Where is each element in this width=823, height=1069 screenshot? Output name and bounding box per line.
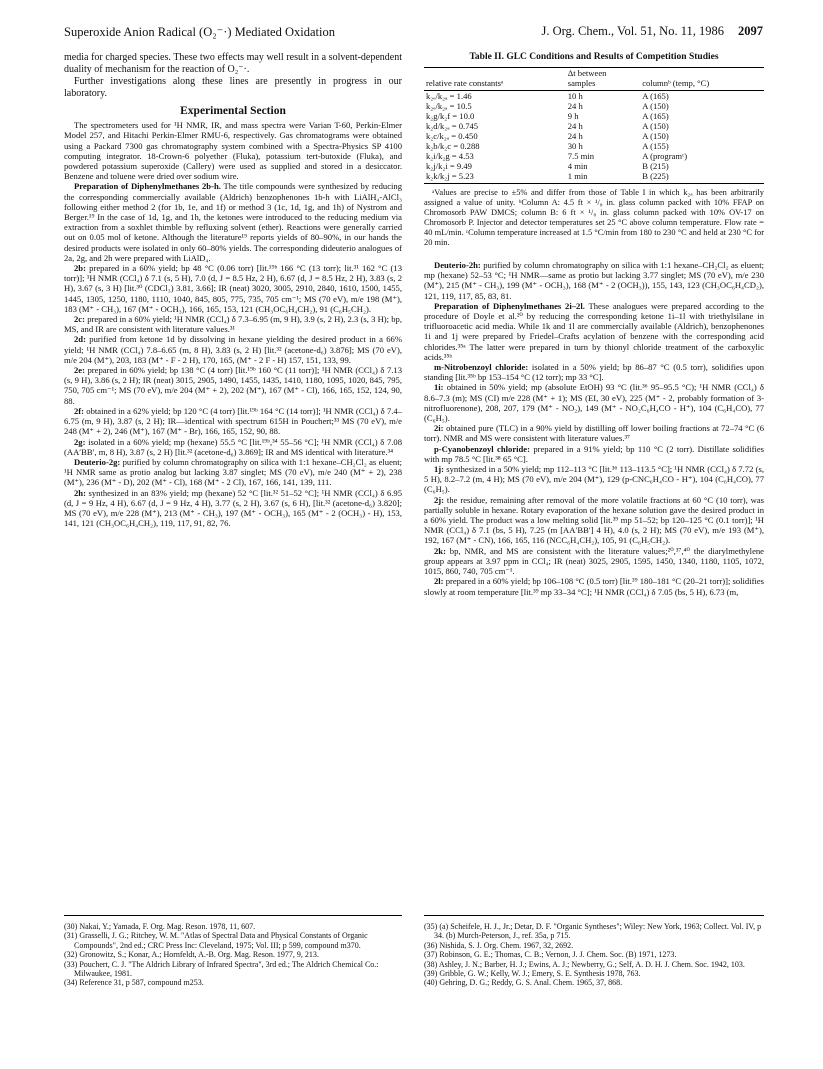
table-cell: A (165) — [642, 91, 669, 101]
entry-text: isolated in a 60% yield; mp (hexane) 55.5 °C [lit.¹⁹ᵇ,³⁴ 55–56 °C]; ¹H NMR (CCl₄) δ 7.08 (AA′BB′, m, 8 H), 3.87 (s, 2 H) [lit.³² (acetone-d₆) 3.869]; IR and MS identical with literature.³⁴ — [64, 436, 402, 457]
entry-label: 2i: — [434, 423, 444, 434]
reference-item: (39) Gribble, G. W.; Kelly, W. J.; Emery, S. E. Synthesis 1978, 763. — [424, 969, 641, 979]
table-cell: k₂ₑ/k₂ₐ = 1.46 — [426, 91, 472, 101]
compound-entry — [424, 464, 764, 495]
references-right — [424, 915, 764, 988]
table-cell: k₂ₑ/k₂ₐ = 10.5 — [426, 101, 472, 111]
entry-text: the residue, remaining after removal of the more volatile fractions at 60 °C (10 torr), was partially soluble in hexane. Rotary evaporation of the hexane solution gave the desired product in a 60% yield. The product was a low melting solid [lit.³⁹ mp 51–52; bp 120–125 °C (0.1 torr)]; ¹H NMR (CCl₄) δ 7.1 (bs, 5 H), 7.25 (m [AA′BB′] 4 H), 4.0 (s, 2 H); MS (70 eV), m/e 193 (M⁺), 192, 167 (M⁺ - CN), 166, 165, 116 (NCC₆H₄CH₂), 105, 91 (C₆H₅CH₂). — [424, 494, 764, 546]
compound-entry — [64, 406, 402, 437]
entry-label: 1j: — [434, 464, 445, 475]
entry-text: prepared in 60% yield; bp 138 °C (4 torr) [lit.¹⁹ᵇ 160 °C (11 torr)]; ¹H NMR (CCl₄) δ 7.13 (s, 9 H), 3.86 (s, 2 H); IR (neat) 3015, 2905, 1490, 1455, 1435, 1410, 1180, 1095, 1020, 845, 795, 750, 705 cm⁻¹; MS (70 eV), m/e 204 (M⁺ + 2), 202 (M⁺), 167 (M⁺ - Cl), 166, 165, 152, 124, 90, 88. — [64, 365, 402, 406]
entry-label: 1i: — [434, 382, 444, 393]
entry-label: Deuterio-2g: — [74, 456, 121, 467]
entry-text: obtained in a 62% yield; bp 120 °C (4 torr) [lit.¹⁹ᵇ 164 °C (14 torr)]; ¹H NMR (CCl₄) δ 7.4–6.75 (m, 9 H), 3.87 (s, 2 H); IR—identical with spectrum 615H in Pouchert;³³ MS (70 eV), m/e 248 (M⁺ + 2), 246 (M⁺), 167 (M⁺ - Br), 166, 165, 152, 90, 88. — [64, 405, 402, 437]
table-cell: A (programᶜ) — [642, 151, 688, 161]
compound-entry — [64, 437, 402, 457]
entry-label: 2h: — [74, 487, 86, 498]
entry-text: synthesized in an 83% yield; mp (hexane) 52 °C [lit.³² 51–52 °C]; ¹H NMR (CCl₄) δ 6.95 (d, J = 9 Hz, 4 H), 6.67 (d, J = 9 Hz, 4 H), 3.77 (s, 2 H), 3.67 (s, 6 H), [lit.³² (acetone-d₆) 3.820]; MS (70 eV), m/e 228 (M⁺), 213 (M⁺ - CH₃), 197 (M⁺ - OCH₃), 165 (M⁺ - 2 (OCH₃) - H), 153, 141, 121 (CH₃OC₆H₄CH₂), 119, 117, 91, 82, 76. — [64, 487, 402, 529]
table-cell: 7.5 min — [567, 151, 595, 161]
entry-text: prepared in a 60% yield; bp 48 °C (0.06 torr) [lit.¹⁹ᵇ 166 °C (13 torr); lit.³¹ 162 °C (13 torr)]; ¹H NMR (CCl₄) δ 7.1 (s, 5 H), 7.0 (d, J = 8.5 Hz, 2 H), 6.67 (d, J = 8.5 Hz, 2 H), 3.83 (s, 2 H), 3.67 (s, 3 H) [lit.³⁰ (CDCl₃) 3.81, 3.66]; IR (neat) 3020, 3005, 2910, 2840, 1610, 1500, 1455, 1445, 1305, 1250, 1180, 1110, 1040, 845, 805, 775, 735, 705 cm⁻¹; MS (70 eV), m/e 198 (M⁺), 183 (M⁺ - CH₃), 167 (M⁺ - OCH₃), 166, 165, 153, 121 (CH₃OC₆H₄CH₂), 91 (C₆H₅CH₂). — [64, 263, 402, 314]
compound-entry — [64, 488, 402, 529]
reference-item: (34) Reference 31, p 587, compound m253. — [64, 978, 204, 988]
table-cell: 24 h — [567, 121, 583, 131]
compound-entries-right — [424, 260, 764, 597]
table-row — [424, 141, 764, 151]
table-cell: k₂d/k₂ₐ = 0.745 — [426, 121, 479, 131]
table-cell: k₂i/k₂g = 4.53 — [426, 151, 474, 161]
compound-entry — [424, 301, 764, 362]
entry-label: 2j: — [434, 494, 445, 505]
reference-item: (36) Nishida, S. J. Org. Chem. 1967, 32, 2692. — [424, 940, 574, 950]
compound-entry — [64, 263, 402, 314]
table-cell: k₂b/k₂c = 0.288 — [426, 141, 480, 151]
reference-item: (32) Gronowitz, S.; Konar, A.; Hornfeldt, A.-B. Org. Mag. Reson. 1977, 9, 213. — [64, 950, 319, 960]
lead-paragraph-2: Further investigations along these lines are presently in progress in our laboratory. — [64, 76, 402, 99]
compound-entry — [424, 444, 764, 464]
reference-item: (31) Grasselli, J. G.; Ritchey, W. M. "Atlas of Spectral Data and Physical Constants of Organic Compounds", 2nd ed.; CRC Press Inc: Cleveland, 1975; Vol. III; p 599, compound m370. — [64, 931, 368, 950]
entry-label: p-Cyanobenzoyl chloride: — [434, 443, 530, 454]
reference-item: (35) (a) Scheifele, H. J., Jr.; Detar, D. F. "Organic Syntheses"; Wiley: New York, 1963; Collect. Vol. IV, p 34. (b) Murch-Peterson, J., ref. 35a, p 715. — [424, 922, 762, 941]
table-cell: 24 h — [567, 101, 583, 111]
reference-item: (30) Nakai, Y.; Yamada, F. Org. Mag. Reson. 1978, 11, 607. — [64, 922, 256, 931]
entry-label: 2b: — [74, 263, 86, 274]
table-header-rate: relative rate constantsᵃ — [424, 78, 566, 91]
table-cell: A (165) — [642, 111, 669, 121]
entry-text: bp, NMR, and MS are consistent with the literature values;²⁰,³⁷,⁴⁰ the diarylmethylene group appears at 3.97 ppm in CCl₄; IR (neat) 3025, 2905, 1595, 1450, 1340, 1180, 1105, 1072, 1015, 860, 740, 705 cm⁻¹. — [424, 545, 764, 577]
entry-label: Preparation of Diphenylmethanes 2i–2l. — [434, 300, 585, 311]
table-title: Table II. GLC Conditions and Results of Competition Studies — [469, 52, 719, 62]
table-cell: A (150) — [642, 101, 669, 111]
entry-text: prepared in a 60% yield; bp 106–108 °C (0.5 torr) [lit.³⁹ 180–181 °C (20–21 torr)]; solidifies slowly at room temperature [lit.³⁹ mp 33–34 °C]; ¹H NMR (CCl₄) δ 7.05 (bs, 5 H), 6.73 (m, — [424, 576, 764, 597]
table-cell: B (215) — [642, 161, 669, 171]
table-body — [424, 91, 764, 184]
table-cell: 10 h — [567, 91, 583, 101]
entry-label: 2k: — [434, 545, 446, 556]
table-cell: 30 h — [567, 141, 583, 151]
journal-name: J. Org. Chem., Vol. 51, No. 11, 1986 — [541, 24, 724, 38]
table-row — [424, 91, 764, 102]
entry-text: purified from ketone 1d by dissolving in hexane yielding the desired product in a 66% yield; ¹H NMR (CCl₄) 7.8–6.65 (m, 8 H), 3.83 (s, 2 H) [lit.³² (acetone-d₆) 3.876]; MS (70 eV), m/e 204 (M⁺), 203, 183 (M⁺ - F - 2 H), 170, 165, (M⁺ - 2 F - H) 157, 151, 133, 99. — [64, 334, 402, 365]
entry-label: 2e: — [74, 365, 85, 376]
prep-text: The title compounds were synthesized by reducing the corresponding commercially available (Aldrich) benzophenones 1b-h with LiAlH₄-AlCl₃ following either method 2 (for 1b, 1e, and 1f) or method 3 (1c, 1d, 1g, and 1h) of Nystrom and Berger.¹⁹ In the case of 1d, 1g, and 1h, the ketones were introduced to the reducing medium via extraction from a soxhlet thimble by refluxing solvent (ether). Reactions were generally carried out on 0.05 mol of ketone. Although the literature¹⁹ reports yields of 80–90%, in our hands the desired products were isolated in only 60–80% yields. The corresponding dideuterio analogues of 2a, 2g, and 2h were prepared with LiAlD₄. — [64, 181, 402, 263]
table-cell: k₂c/k₂ₐ = 0.450 — [426, 131, 478, 141]
compound-entry — [424, 546, 764, 577]
left-column — [64, 52, 402, 528]
table-row — [424, 131, 764, 141]
section-title: Experimental Section — [180, 105, 286, 117]
glc-table — [424, 67, 764, 184]
table-row — [424, 111, 764, 121]
table-row — [424, 161, 764, 171]
entry-text: purified by column chromatography on silica with 1:1 hexane–CH₂Cl₂ as eluent; mp (hexane) 52–53 °C; ¹H NMR—same as protio but lacking 3.77 singlet; MS (70 eV), m/e 230 (M⁺), 215 (M⁺ - CH₃), 199 (M⁺ - OCH₃), 168 (M⁺ - 2 (OCH₃)), 155, 143, 123 (CH₃OC₆H₄CD₂), 121, 119, 117, 85, 83, 81. — [424, 260, 764, 301]
compound-entry — [424, 423, 764, 443]
compound-entry — [64, 334, 402, 365]
table-row — [424, 151, 764, 161]
journal-citation — [541, 24, 763, 39]
table-footnotes: ᵃValues are precise to ±5% and differ from those of Table I in which k₂ₐ has been arbitrarily assigned a value of unity. ᵇColumn A: 4.5 ft × ¹/₈ in. glass column packed with 10% FFAP on Chromosorb PAW DMCS; column B: 6 ft × ¹/₈ in. glass column packed with 10% OV-17 on Chromosorb P. Injector and detector temperatures set 25 °C above column temperature. Flow rate = 40 mL/min. ᶜColumn temperature increased at 1.5 °C/min from 180 to 230 °C and held at 230 °C for 20 min. — [424, 188, 764, 247]
table-header-dt-top: Δt between — [566, 68, 640, 79]
table-row — [424, 101, 764, 111]
table-cell: A (150) — [642, 131, 669, 141]
compound-entry — [424, 382, 764, 423]
compound-entry — [64, 457, 402, 488]
table-cell: 24 h — [567, 131, 583, 141]
table-cell: 4 min — [567, 161, 588, 171]
prep-heading: Preparation of Diphenylmethanes 2b-h. — [74, 181, 221, 192]
table-header-samples: samples — [566, 78, 640, 91]
table-row — [424, 171, 764, 184]
table-header-column: columnᵇ (temp, °C) — [640, 78, 764, 91]
entry-label: 2f: — [74, 405, 85, 416]
table-cell: 9 h — [567, 111, 579, 121]
table-cell: k₂k/k₂j = 5.23 — [424, 171, 566, 184]
table-cell: 1 min — [566, 171, 640, 184]
table-cell: B (225) — [640, 171, 764, 184]
reference-item: (33) Pouchert, C. J. "The Aldrich Library of Infrared Spectra", 3rd ed.; The Aldrich Chemical Co.: Milwaukee, 1981. — [64, 959, 379, 979]
reference-item: (40) Gehring, D. G.; Reddy, G. S. Anal. Chem. 1965, 37, 868. — [424, 978, 623, 988]
entry-label: 2c: — [74, 314, 85, 325]
reference-item: (37) Robinson, G. E.; Thomas, C. B.; Vernon, J. J. Chem. Soc. (B) 1971, 1273. — [424, 950, 677, 960]
prep-paragraph — [64, 181, 402, 263]
entry-label: Deuterio-2h: — [434, 260, 481, 270]
entry-text: These analogues were prepared according to the procedure of Doyle et al.²⁰ by reducing the corresponding ketone 1i–1l with triethylsilane in trifluoroacetic acid media. While 1k and 1l are commercially available (Aldrich), benzophenones 1i and 1j were prepared by Friedel–Crafts acylation of benzene with the corresponding acid chlorides.³⁵ᵃ The latter were prepared in turn by thionyl chloride treatment of the carboxylic acids.³⁵ᵇ — [424, 300, 764, 362]
entry-label: 2l: — [434, 576, 444, 587]
entry-text: prepared in a 91% yield; bp 110 °C (2 torr). Distillate solidifies with mp 78.5 °C [lit.³⁸ 65 °C]. — [424, 443, 764, 464]
entry-label: 2d: — [74, 334, 86, 345]
body-paragraph: The spectrometers used for ¹H NMR, IR, and mass spectra were Varian T-60, Perkin-Elmer Model 257, and Hitachi Perkin-Elmer RMU-6, respectively. Gas chromatograms were obtained using a Packard 7300 gas chromatography system combined with a Spectra-Physics SP 4100 computing integrator. 18-Crown-6 polyether (Fluka), potassium tert-butoxide (Fluka), and powdered potassium superoxide (Callery) were used as supplied and stored in a desiccator. Benzene and toluene were dried over sodium wire. — [64, 120, 402, 182]
compound-entry — [64, 314, 402, 334]
entry-text: synthesized in a 50% yield; mp 112–113 °C [lit.³⁶ 113–113.5 °C]; ¹H NMR (CCl₄) δ 7.72 (s, 5 H), 8.2–7.2 (m, 4 H); MS (70 eV), m/e 204 (M⁺), 129 (p-CNC₆H₄CO - H⁺), 104 (C₆H₄CO), 77 (C₆H₅). — [424, 464, 764, 495]
compound-entries-left — [64, 263, 402, 528]
reference-item: (38) Ashley, J. N.; Barber, H. J.; Ewins, A. J.; Newberry, G.; Self, A. D. H. J. Chem. Soc. 1942, 103. — [424, 959, 745, 969]
entry-text: obtained pure (TLC) in a 90% yield by distilling off lower boiling fractions at 72–74 °C (6 torr). NMR and MS were consistent with literature values.³⁷ — [424, 423, 764, 444]
table-header-empty — [424, 68, 566, 79]
entry-text: isolated in a 50% yield; bp 86–87 °C (0.5 torr), solidifies upon standing [lit.³⁵ᵇ bp 153–154 °C (12 torr); mp 33 °C]. — [424, 362, 764, 383]
references-left — [64, 915, 402, 988]
table-row — [424, 121, 764, 131]
running-header — [64, 24, 763, 40]
table-cell: A (155) — [642, 141, 669, 151]
entry-text: prepared in a 60% yield; ¹H NMR (CCl₄) δ 7.3–6.95 (m, 9 H), 3.9 (s, 2 H), 2.3 (s, 3 H); bp, MS, and IR are consistent with literature values.³¹ — [64, 314, 402, 335]
running-title: Superoxide Anion Radical (O₂⁻·) Mediated Oxidation — [64, 25, 335, 39]
compound-entry — [424, 495, 764, 546]
table-cell: k₂j/k₂i = 9.49 — [426, 161, 472, 171]
compound-entry — [424, 576, 764, 596]
entry-text: obtained in 50% yield; mp (absolute EtOH) 93 °C (lit.³⁶ 95–95.5 °C); ¹H NMR (CCl₄) δ 8.6–7.3 (m); MS (CI) m/e 228 (M⁺ + 1); MS (EI, 30 eV), 225 (M⁺ - 2, probably formation of 3-nitrofluorenone), 208, 207, 179 (M⁺ - NO₂), 149 (M⁺ - NO₂C₆H₄CO - H⁺), 104 (C₆H₄CO), 77 (C₆H₅). — [424, 382, 764, 424]
entry-label: m-Nitrobenzoyl chloride: — [434, 362, 529, 373]
compound-entry — [424, 260, 764, 301]
table-header-empty-2 — [640, 68, 764, 79]
table-cell: A (150) — [642, 121, 669, 131]
entry-label: 2g: — [74, 436, 86, 447]
page-number: 2097 — [738, 24, 763, 38]
entry-text: purified by column chromatography on silica with 1:1 hexane–CH₂Cl₂ as eluent; ¹H NMR same as protio analog but lacking 3.87 singlet; MS (70 eV), m/e 240 (M⁺ + 2), 238 (M⁺), 236 (M⁺ - D), 202 (M⁺ - Cl), 168 (M⁺ - 2 Cl), 167, 166, 141, 139, 111. — [64, 456, 402, 488]
lead-paragraph: media for charged species. These two effects may well result in a solvent-dependent duality of mechanism for the reaction of O₂⁻·. — [64, 52, 402, 75]
table-cell: k₂g/k₂f = 10.0 — [426, 111, 475, 121]
right-column — [424, 52, 764, 597]
compound-entry — [64, 365, 402, 406]
compound-entry — [424, 362, 764, 382]
